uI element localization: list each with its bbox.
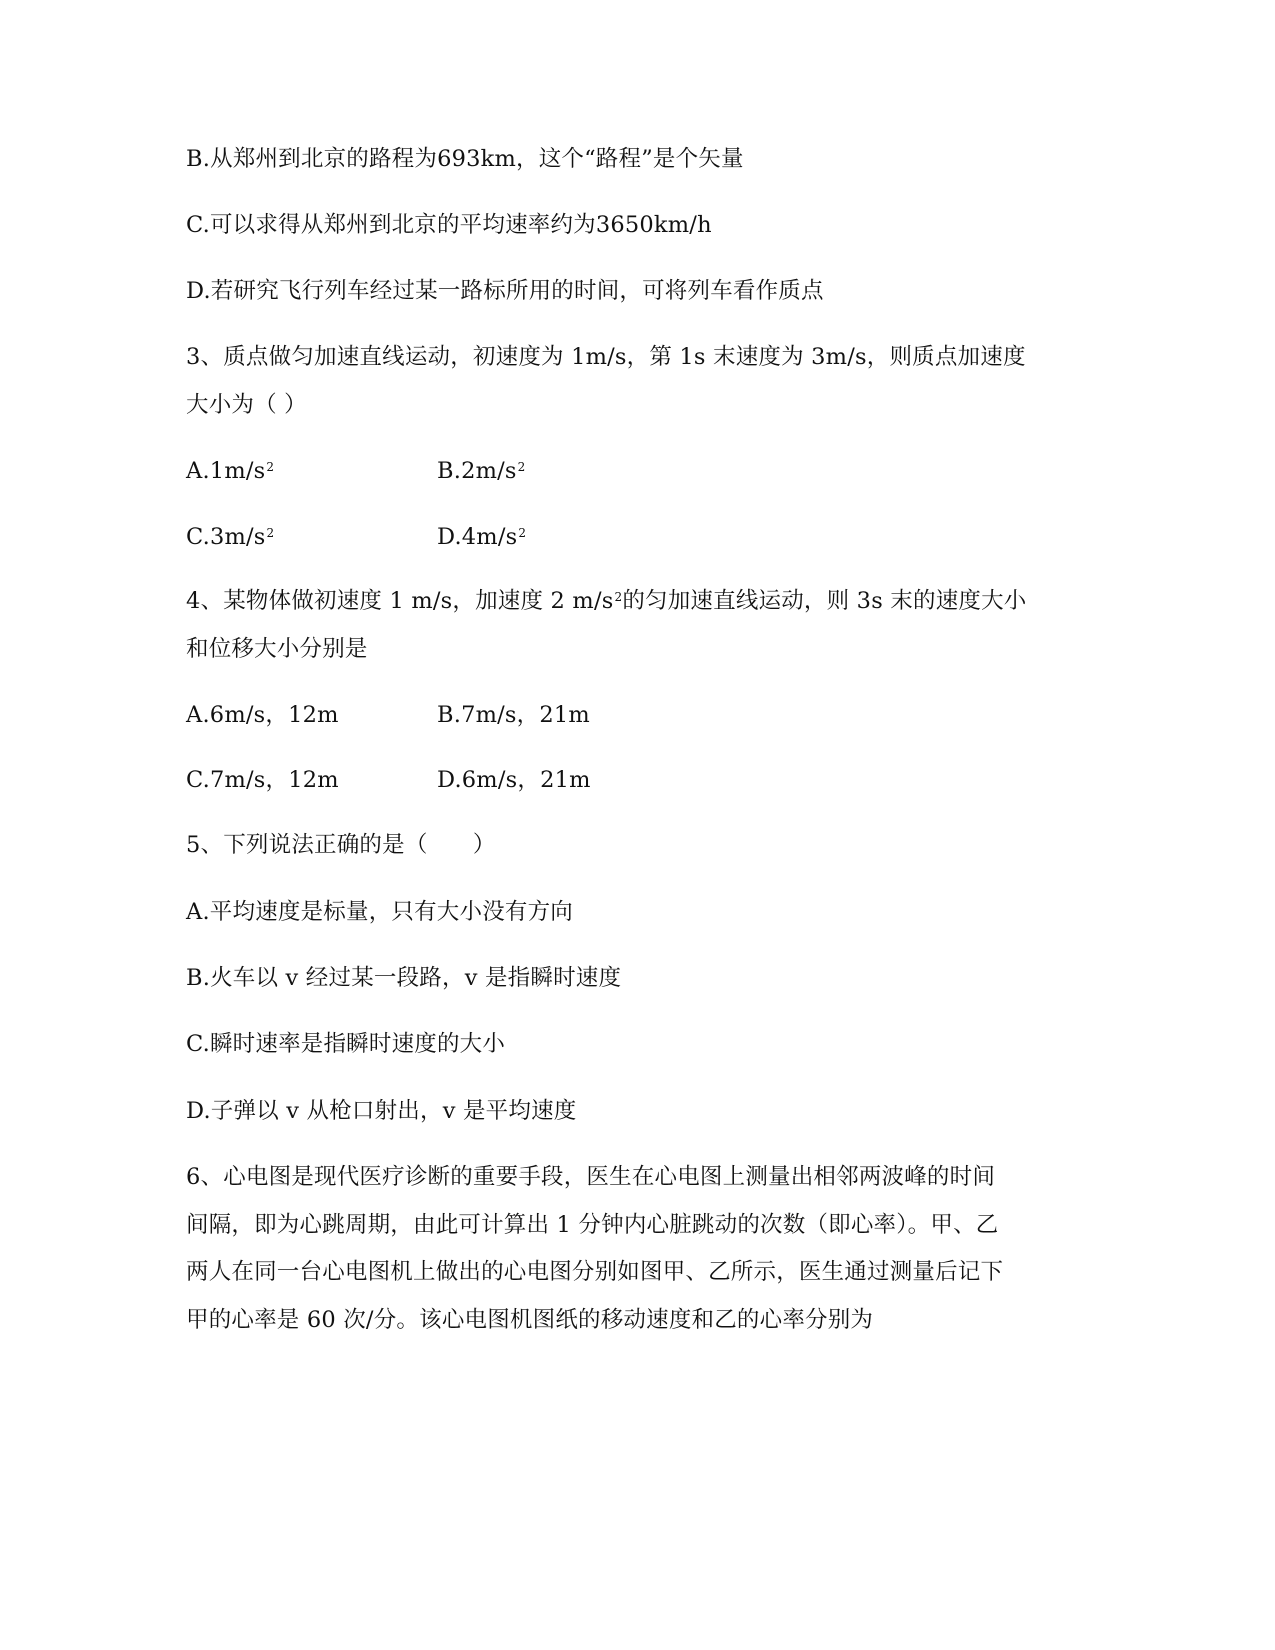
q4-stem-line1 [186, 586, 1027, 616]
q4-stem-part1: 4、某物体做初速度 1 m/s，加速度 2 m/s [186, 588, 614, 614]
q3-stem-line1: 3、质点做匀加速直线运动，初速度为 1m/s，第 1s 末速度为 3m/s，则质点加速度 [186, 344, 1026, 370]
q5-stem: 5、下列说法正确的是（ ） [186, 832, 496, 858]
q4-stem-sup: 2 [614, 590, 623, 604]
q3-option-b-sup: 2 [517, 460, 526, 474]
q3-option-c-sup: 2 [266, 526, 275, 540]
q2-option-c: C.可以求得从郑州到北京的平均速率约为3650km/h [186, 212, 712, 238]
q3-option-c-text: C.3m/s [186, 524, 266, 550]
q5-option-b: B.火车以 v 经过某一段路，v 是指瞬时速度 [186, 965, 622, 991]
q3-option-a-sup: 2 [266, 460, 275, 474]
q6-line3: 两人在同一台心电图机上做出的心电图分别如图甲、乙所示，医生通过测量后记下 [186, 1259, 1004, 1285]
q3-option-b [437, 456, 526, 486]
q4-stem-part2: 的匀加速直线运动，则 3s 末的速度大小 [622, 588, 1027, 614]
q2-option-d: D.若研究飞行列车经过某一路标所用的时间，可将列车看作质点 [186, 278, 824, 304]
q4-option-b: B.7m/s，21m [437, 702, 590, 728]
q4-option-d: D.6m/s，21m [437, 767, 591, 793]
q4-stem-line2: 和位移大小分别是 [186, 636, 368, 662]
q3-option-a-text: A.1m/s [186, 458, 266, 484]
q5-option-a: A.平均速度是标量，只有大小没有方向 [186, 899, 574, 925]
q3-option-d-text: D.4m/s [437, 524, 518, 550]
q6-line4: 甲的心率是 60 次/分。该心电图机图纸的移动速度和乙的心率分别为 [186, 1307, 874, 1333]
q3-option-c [186, 522, 274, 552]
q5-option-d: D.子弹以 v 从枪口射出，v 是平均速度 [186, 1098, 577, 1124]
q4-option-c: C.7m/s，12m [186, 767, 339, 793]
q2-option-b: B.从郑州到北京的路程为693km，这个“路程”是个矢量 [186, 146, 744, 172]
q6-line1: 6、心电图是现代医疗诊断的重要手段，医生在心电图上测量出相邻两波峰的时间 [186, 1164, 996, 1190]
q4-option-a: A.6m/s，12m [186, 702, 339, 728]
q3-option-b-text: B.2m/s [437, 458, 517, 484]
q3-option-d-sup: 2 [518, 526, 527, 540]
q6-line2: 间隔，即为心跳周期，由此可计算出 1 分钟内心脏跳动的次数（即心率）。甲、乙 [186, 1212, 999, 1238]
q3-option-d [437, 522, 526, 552]
q3-option-a [186, 456, 274, 486]
q5-option-c: C.瞬时速率是指瞬时速度的大小 [186, 1031, 506, 1057]
q3-stem-line2: 大小为（ ） [186, 392, 307, 418]
